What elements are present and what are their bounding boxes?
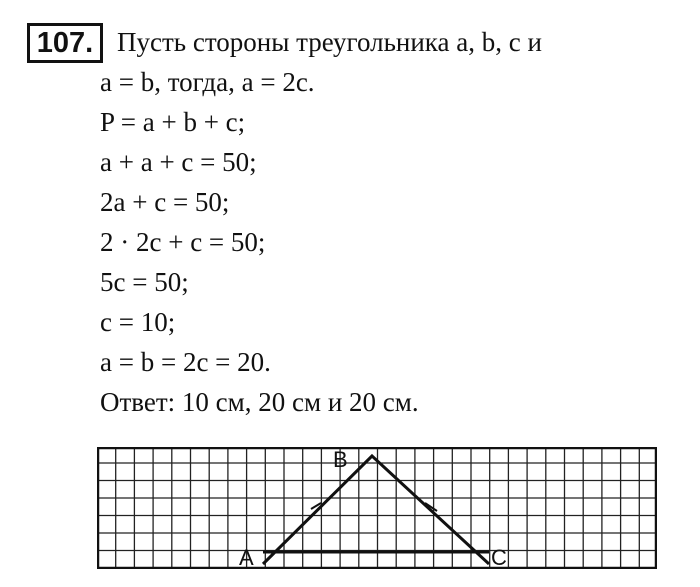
solution-line-4: a + a + c = 50; [100,147,257,177]
solution-line-7: 5c = 50; [100,267,189,297]
vertex-label-a: A [239,545,254,569]
triangle-grid-figure [97,447,657,569]
solution-line-5: 2a + c = 50; [100,187,230,217]
answer-line: Ответ: 10 см, 20 см и 20 см. [100,387,419,417]
triangle-sides-ab-bc [263,456,489,564]
vertex-label-b: B [333,447,348,472]
problem-number-box: 107. [27,23,103,63]
solution-line-8: c = 10; [100,307,176,337]
solution-line-1: Пусть стороны треугольника a, b, c и [117,27,542,57]
triangle-drawing [97,447,657,569]
solution-line-3: P = a + b + c; [100,107,246,137]
solution-line-6: 2 · 2c + c = 50; [100,227,266,257]
vertex-label-c: C [491,545,507,569]
solution-line-9: a = b = 2c = 20. [100,347,271,377]
solution-line-2: a = b, тогда, a = 2c. [100,67,315,97]
